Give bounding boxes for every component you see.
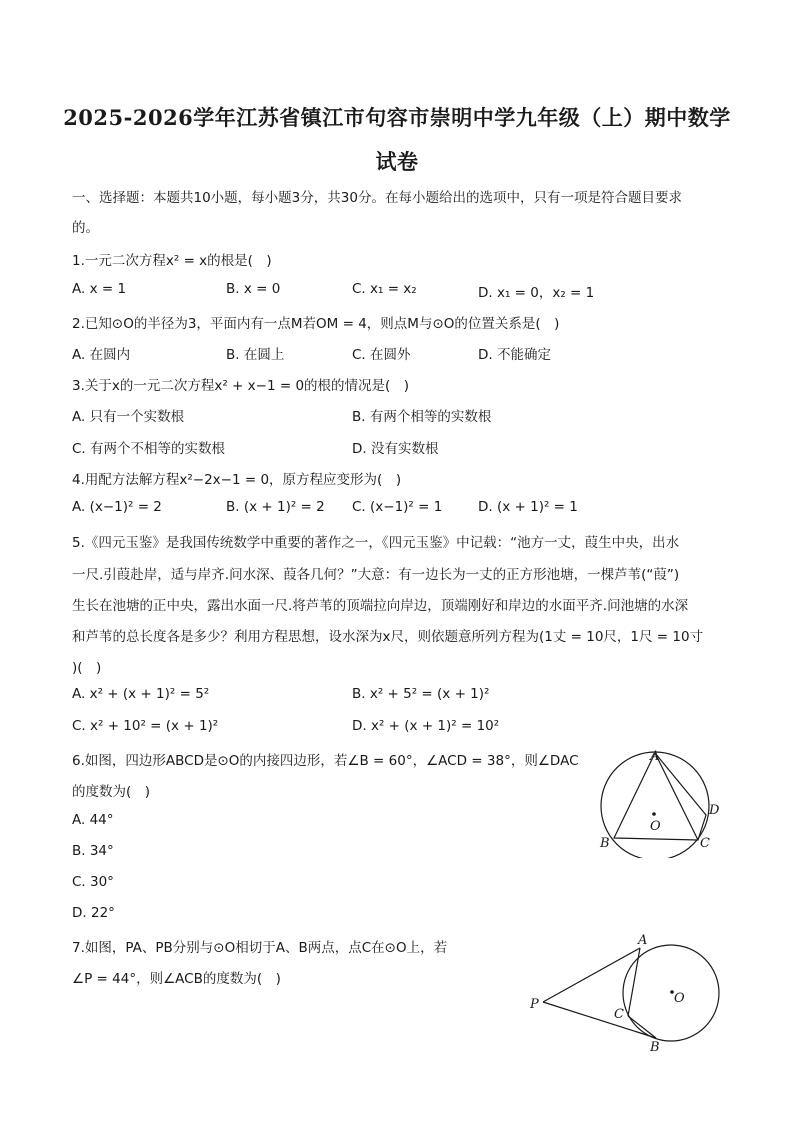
q6-stem-line-1: 6.如图，四边形ABCD是⊙O的内接四边形，若∠B = 60°，∠ACD = 38°，则∠DAC <box>72 753 579 769</box>
q6-option-b: B. 34° <box>72 843 114 859</box>
q4-option-c: C. (x−1)² = 1 <box>352 499 443 515</box>
q7-figure-tangent-lines <box>526 930 726 1058</box>
q7-label-b: B <box>650 1040 660 1055</box>
page-title-line2: 试卷 <box>375 149 419 174</box>
q2-stem: 2.已知⊙O的半径为3，平面内有一点M若OM = 4，则点M与⊙O的位置关系是( ) <box>72 316 560 332</box>
section-heading-cont: 的。 <box>72 220 99 236</box>
q3-option-d: D. 没有实数根 <box>352 441 439 457</box>
q1-option-a: A. x = 1 <box>72 281 127 297</box>
q6-label-a: A <box>650 749 660 764</box>
q5-line-5: )( ) <box>72 660 102 676</box>
q6-option-c: C. 30° <box>72 874 114 890</box>
q7-label-o: O <box>674 991 685 1006</box>
q4-stem: 4.用配方法解方程x²−2x−1 = 0，原方程应变形为( ) <box>72 472 402 488</box>
q6-label-o: O <box>650 819 661 834</box>
q1-option-b: B. x = 0 <box>226 281 281 297</box>
q1-option-c: C. x₁ = x₂ <box>352 281 417 297</box>
q6-label-c: C <box>700 836 710 851</box>
q1-stem: 1.一元二次方程x² = x的根是( ) <box>72 253 272 269</box>
q2-option-d: D. 不能确定 <box>478 347 551 363</box>
q7-label-c: C <box>614 1007 624 1022</box>
q2-option-a: A. 在圆内 <box>72 347 131 363</box>
q3-option-a: A. 只有一个实数根 <box>72 409 185 425</box>
q5-line-4: 和芦苇的总长度各是多少？利用方程思想，设水深为x尺，则依题意所列方程为(1丈 = 10尺，1尺 = 10寸 <box>72 629 704 645</box>
q3-stem: 3.关于x的一元二次方程x² + x−1 = 0的根的情况是( ) <box>72 378 410 394</box>
q4-option-d: D. (x + 1)² = 1 <box>478 499 578 515</box>
q1-option-d: D. x₁ = 0，x₂ = 1 <box>478 285 595 301</box>
q3-option-b: B. 有两个相等的实数根 <box>352 409 492 425</box>
q2-option-b: B. 在圆上 <box>226 347 285 363</box>
q5-line-1: 5.《四元玉鉴》是我国传统数学中重要的著作之一，《四元玉鉴》中记载：“池方一丈，葭生中央，出水 <box>72 535 680 551</box>
q4-option-b: B. (x + 1)² = 2 <box>226 499 325 515</box>
q7-stem-line-1: 7.如图，PA、PB分别与⊙O相切于A、B两点，点C在⊙O上，若 <box>72 940 448 956</box>
q2-option-c: C. 在圆外 <box>352 347 411 363</box>
q4-option-a: A. (x−1)² = 2 <box>72 499 162 515</box>
q3-option-c: C. 有两个不相等的实数根 <box>72 441 226 457</box>
q6-label-d: D <box>709 803 720 818</box>
q6-label-b: B <box>600 836 610 851</box>
q5-option-a: A. x² + (x + 1)² = 5² <box>72 686 210 702</box>
q5-line-2: 一尺.引葭赴岸，适与岸齐.问水深、葭各几何？”大意：有一边长为一丈的正方形池塘，一棵芦苇(“葭”) <box>72 567 680 583</box>
q5-option-b: B. x² + 5² = (x + 1)² <box>352 686 490 702</box>
q5-line-3: 生长在池塘的正中央，露出水面一尺.将芦苇的顶端拉向岸边，顶端刚好和岸边的水面平齐.问池塘的水深 <box>72 598 689 614</box>
q5-option-c: C. x² + 10² = (x + 1)² <box>72 718 219 734</box>
q7-stem-line-2: ∠P = 44°，则∠ACB的度数为( ) <box>72 971 281 987</box>
q7-label-a: A <box>638 933 648 948</box>
q6-option-d: D. 22° <box>72 905 115 921</box>
q7-label-p: P <box>530 997 539 1012</box>
q6-stem-line-2: 的度数为( ) <box>72 784 151 800</box>
q5-option-d: D. x² + (x + 1)² = 10² <box>352 718 500 734</box>
section-heading: 一、选择题：本题共10小题，每小题3分，共30分。在每小题给出的选项中，只有一项是符合题目要求 <box>72 190 682 206</box>
page-title-line1: 2025-2026学年江苏省镇江市句容市崇明中学九年级（上）期中数学 <box>63 105 731 130</box>
q6-option-a: A. 44° <box>72 812 114 828</box>
q6-figure-inscribed-quadrilateral <box>592 748 732 858</box>
